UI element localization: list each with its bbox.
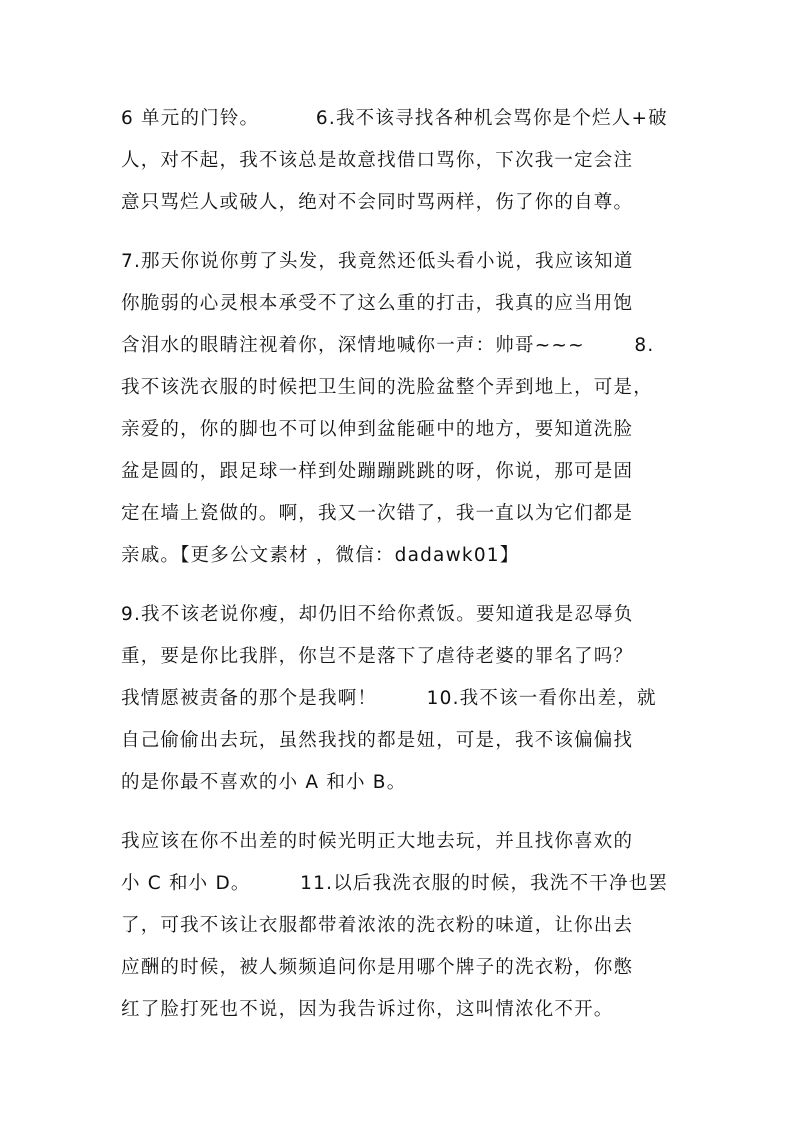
document-body xyxy=(121,98,677,1048)
text-line: 盆是圆的，跟足球一样到处蹦蹦跳跳的呀，你说，那可是固 xyxy=(121,461,634,482)
text-line: 人，对不起，我不该总是故意找借口骂你，下次我一定会注 xyxy=(121,150,634,171)
text-line: 6 单元的门铃。 6.我不该寻找各种机会骂你是个烂人+破 xyxy=(121,108,668,129)
text-line: 9.我不该老说你瘦，却仍旧不给你煮饭。要知道我是忍辱负 xyxy=(121,604,634,625)
text-line: 自己偷偷出去玩，虽然我找的都是妞，可是，我不该偏偏找 xyxy=(121,730,634,751)
text-line: 我情愿被责备的那个是我啊！ 10.我不该一看你出差，就 xyxy=(121,688,657,709)
text-line: 红了脸打死也不说，因为我告诉过你，这叫情浓化不开。 xyxy=(121,999,614,1020)
text-line: 意只骂烂人或破人，绝对不会同时骂两样，伤了你的自尊。 xyxy=(121,192,634,213)
paragraph-3 xyxy=(121,594,677,804)
text-line: 应酬的时候，被人频频追问你是用哪个牌子的洗衣粉，你憋 xyxy=(121,957,634,978)
text-line: 含泪水的眼睛注视着你，深情地喊你一声：帅哥~~~ 8. xyxy=(121,335,655,356)
text-line: 了，可我不该让衣服都带着浓浓的洗衣粉的味道，让你出去 xyxy=(121,915,634,936)
paragraph-1 xyxy=(121,98,677,224)
text-line: 的是你最不喜欢的小 A 和小 B。 xyxy=(121,772,407,793)
text-line: 亲爱的，你的脚也不可以伸到盆能砸中的地方，要知道洗脸 xyxy=(121,419,634,440)
paragraph-4 xyxy=(121,821,677,1031)
text-line: 重，要是你比我胖，你岂不是落下了虐待老婆的罪名了吗？ xyxy=(121,646,634,667)
text-line: 你脆弱的心灵根本承受不了这么重的打击，我真的应当用饱 xyxy=(121,293,634,314)
text-line: 我不该洗衣服的时候把卫生间的洗脸盆整个弄到地上，可是， xyxy=(121,377,653,398)
text-line: 7.那天你说你剪了头发，我竟然还低头看小说，我应该知道 xyxy=(121,251,634,272)
text-line: 定在墙上瓷做的。啊，我又一次错了，我一直以为它们都是 xyxy=(121,503,634,524)
text-line: 小 C 和小 D。 11.以后我洗衣服的时候，我洗不干净也罢 xyxy=(121,873,669,894)
paragraph-2 xyxy=(121,241,677,577)
text-line: 我应该在你不出差的时候光明正大地去玩，并且找你喜欢的 xyxy=(121,831,634,852)
text-line: 亲戚。【更多公文素材 ，微信：dadawk01】 xyxy=(121,545,520,566)
